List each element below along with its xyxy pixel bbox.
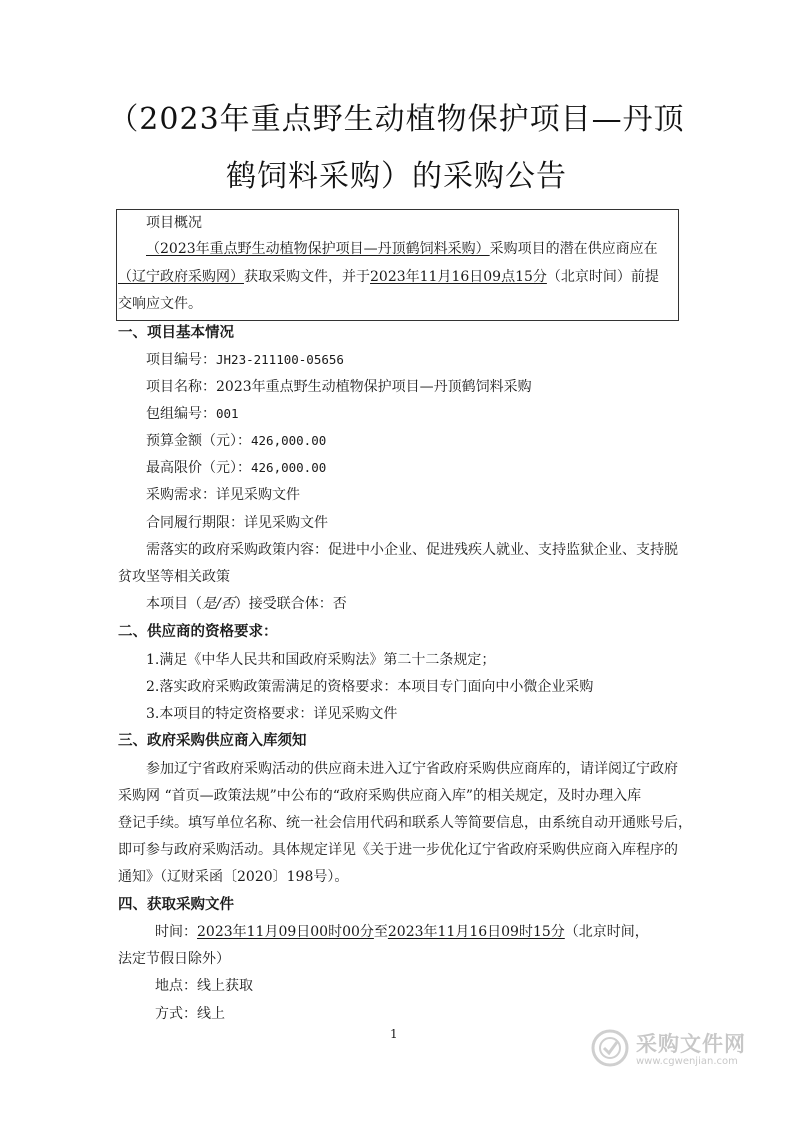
policy-line-1: 需落实的政府采购政策内容：促进中小企业、促进残疾人就业、支持监狱企业、支持脱 (146, 542, 678, 558)
acquisition-time-row (155, 923, 649, 941)
project-code-row (146, 351, 344, 369)
budget-value: 426,000.00 (251, 433, 327, 448)
registration-paragraph-line-3: 登记手续。填写单位名称、统一社会信用代码和联系人等简要信息，由系统自动开通账号后， (118, 815, 692, 831)
lot-row (146, 405, 239, 423)
watermark-logo-icon (590, 1028, 630, 1072)
project-name-row (146, 378, 532, 396)
summary-line-3 (118, 268, 659, 286)
document-title-line-1: （2023年重点野生动植物保护项目—丹顶 (108, 102, 685, 137)
qualification-item-1: 1.满足《中华人民共和国政府采购法》第二十二条规定； (146, 652, 496, 668)
watermark-url: www.cgwenjian.com (636, 1056, 738, 1067)
summary-site: （辽宁政府采购网） (118, 269, 244, 285)
project-name-label: 项目名称： (146, 379, 216, 395)
document-title-line-2: 鹤饲料采购）的采购公告 (226, 159, 567, 194)
qualification-item-2: 2.落实政府采购政策需满足的资格要求：本项目专门面向中小微企业采购 (146, 679, 594, 695)
summary-line-2-rest: 采购项目的潜在供应商应在 (489, 241, 658, 257)
project-code-value: JH23-211100-05656 (216, 352, 344, 367)
acquisition-time-start: 2023年11月09日00时00分 (197, 924, 374, 940)
acquisition-place: 地点：线上获取 (155, 978, 253, 994)
max-price-row (146, 459, 326, 477)
contract-row: 合同履行期限：详见采购文件 (146, 515, 328, 531)
summary-heading: 项目概况 (146, 215, 202, 231)
lot-label: 包组编号： (146, 406, 216, 422)
acquisition-time-note: （北京时间， (564, 924, 649, 940)
watermark-name: 采购文件网 (636, 1032, 746, 1056)
project-name-value: 2023年重点野生动植物保护项目—丹顶鹤饲料采购 (216, 379, 532, 395)
acquisition-time-end: 2023年11月16日09时15分 (387, 924, 565, 940)
acquisition-time-note-2: 法定节假日除外） (118, 951, 230, 967)
summary-line-3-end: （北京时间）前提 (546, 269, 659, 285)
acquisition-method: 方式：线上 (155, 1006, 225, 1022)
summary-line-4: 交响应文件。 (118, 296, 202, 312)
acquisition-time-label: 时间： (155, 924, 197, 940)
page-number: 1 (390, 1027, 398, 1041)
max-price-value: 426,000.00 (251, 460, 327, 475)
qualification-item-3: 3.本项目的特定资格要求：详见采购文件 (146, 706, 398, 722)
consortium-row (146, 595, 347, 613)
section-3-heading: 三、政府采购供应商入库须知 (118, 732, 307, 749)
consortium-suffix: ）接受联合体：否 (234, 596, 347, 612)
max-price-label: 最高限价（元）： (146, 460, 251, 476)
project-code-label: 项目编号： (146, 352, 216, 368)
registration-paragraph-line-2: 采购网 “首页—政策法规”中公布的“政府采购供应商入库”的相关规定，及时办理入库 (118, 788, 642, 804)
acquisition-time-to: 至 (373, 924, 388, 940)
budget-row (146, 432, 326, 450)
registration-paragraph-line-5: 通知》（辽财采函〔2020〕198号）。 (118, 869, 349, 885)
lot-value: 001 (216, 406, 239, 421)
policy-line-2: 贫攻坚等相关政策 (118, 569, 230, 585)
watermark (590, 1028, 750, 1072)
summary-line-3-mid: 获取采购文件，并于 (244, 269, 370, 285)
summary-deadline: 2023年11月16日09点15分 (370, 269, 547, 285)
registration-paragraph-line-1: 参加辽宁省政府采购活动的供应商未进入辽宁省政府采购供应商库的，请详阅辽宁政府 (146, 761, 678, 777)
summary-project-name: （2023年重点野生动植物保护项目—丹顶鹤饲料采购） (146, 241, 490, 257)
section-2-heading: 二、供应商的资格要求： (118, 623, 278, 640)
consortium-option: 是/否 (202, 596, 235, 612)
consortium-prefix: 本项目（ (146, 596, 202, 612)
demand-row: 采购需求：详见采购文件 (146, 487, 300, 503)
section-1-heading: 一、项目基本情况 (118, 324, 234, 341)
registration-paragraph-line-4: 即可参与政府采购活动。具体规定详见《关于进一步优化辽宁省政府采购供应商入库程序的 (118, 842, 678, 858)
summary-line-2 (146, 240, 658, 258)
section-4-heading: 四、获取采购文件 (118, 896, 234, 913)
budget-label: 预算金额（元）： (146, 433, 251, 449)
